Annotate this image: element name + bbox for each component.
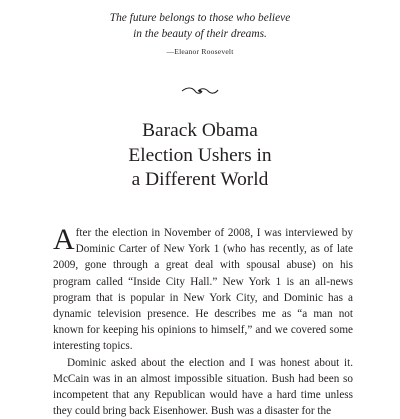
epigraph-attribution	[0, 45, 400, 58]
chapter-title-line-3: a Different World	[131, 169, 269, 191]
epigraph-line-2: in the beauty of their dreams.	[133, 28, 267, 41]
chapter-title-line-1: Barack Obama	[142, 120, 258, 141]
fleuron-ornament-icon	[181, 86, 219, 96]
paragraph-1	[53, 225, 353, 355]
drop-cap: A	[53, 223, 75, 256]
epigraph	[0, 10, 400, 58]
epigraph-line-1: The future belongs to those who believe	[109, 12, 291, 24]
chapter-title	[0, 119, 400, 193]
body-text	[53, 225, 353, 419]
paragraph-1-text: fter the election in November of 2008, I was interviewed by Dominic Carter of New York 1 (who has recently, as of late 2009, gone through a great deal with spousal abuse) on his program called “Inside City Hall.” New York 1 is an all-news program that is popular in New York City, and Dominic has a dynamic television presence. He describes me as “a man not known for keeping his opinions to himself,” and we covered some interesting topics.	[53, 227, 353, 353]
paragraph-2: Dominic asked about the election and I was honest about it. McCain was in an almost impossible situation. Bush had been so incompetent that any Republican would have a hard time unless they could bring back Eisenhower. Bush was a disaster for the	[53, 356, 353, 418]
fleuron-dot	[199, 90, 202, 93]
chapter-title-line-2: Election Ushers in	[128, 144, 272, 166]
attribution-text: —Eleanor Roosevelt	[166, 46, 234, 56]
